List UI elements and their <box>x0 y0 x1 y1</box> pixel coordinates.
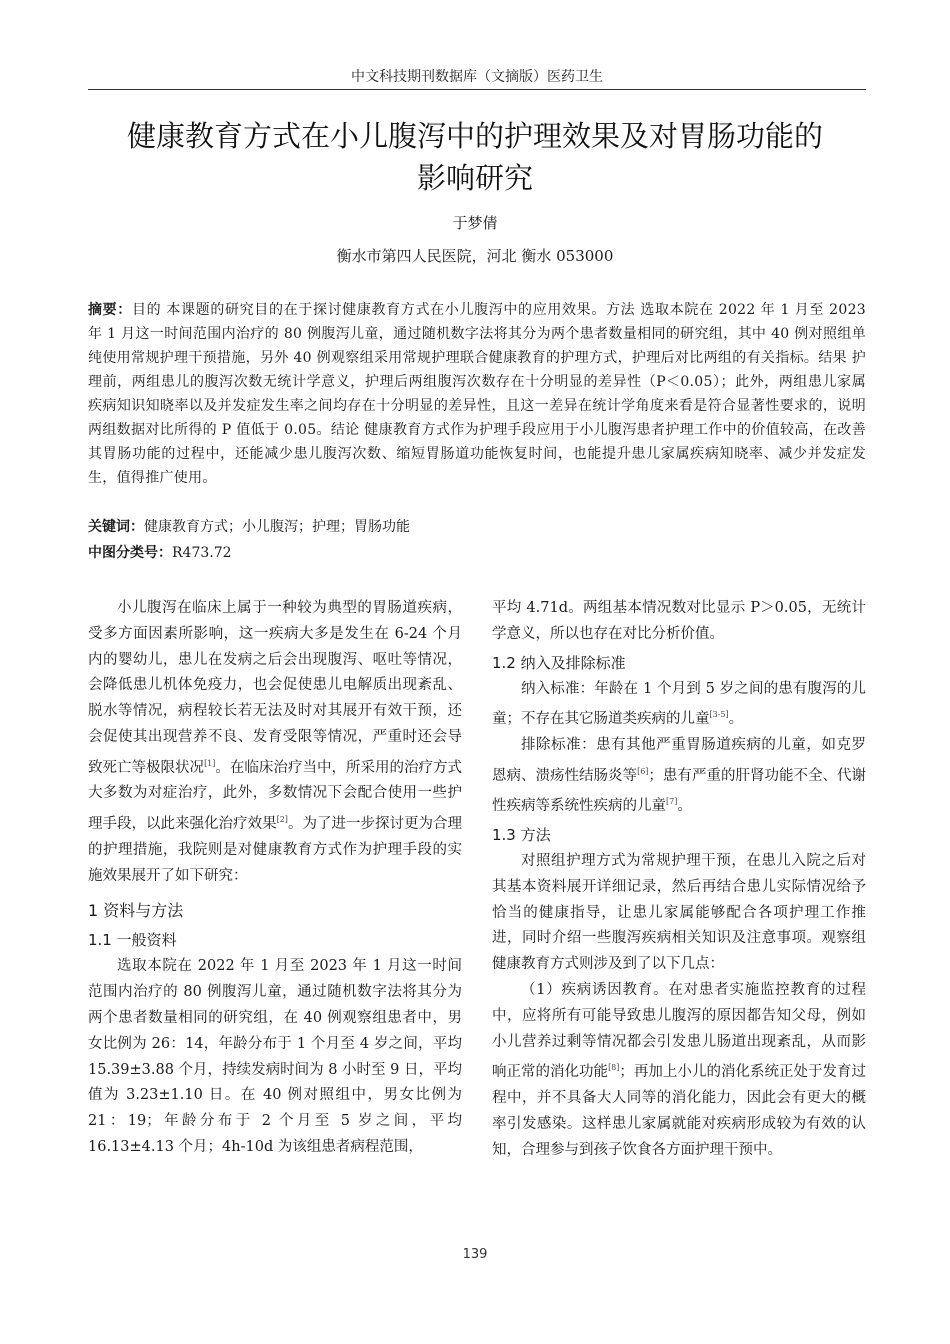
classification-text: R473.72 <box>172 545 232 561</box>
abstract-text: 目的 本课题的研究目的在于探讨健康教育方式在小儿腹泻中的应用效果。方法 选取本院在 2022 年 1 月至 2023 年 1 月这一时间范围内治疗的 80 例腹泻儿童，通过随机数字法将其分为两个患者数量相同的研究组，其中 40 例对照组单纯使用常规护理干预措施，另外 40 例观察组采用常规护理联合健康教育的护理方式，护理后对比两组的有关指标。结果 护理前，两组患儿的腹泻次数无统计学意义，护理后两组腹泻次数存在十分明显的差异性（P＜0.05）；此外，两组患儿家属疾病知识知晓率以及并发症发生率之间均存在十分明显的差异性，且这一差异在统计学角度来看是符合显著性要求的，说明两组数据对比所得的 P 值低于 0.05。结论 健康教育方式作为护理手段应用于小儿腹泻患者护理工作中的价值较高，在改善其胃肠功能的过程中，还能减少患儿腹泻次数、缩短胃肠道功能恢复时间，也能提升患儿家属疾病知晓率、减少并发症发生，值得推广使用。 <box>88 302 866 486</box>
education-point-text: （1）疾病诱因教育。在对患者实施监控教育的过程中，应将所有可能导致患儿腹泻的原因都告知父母，例如小儿营养过剩等情况都会引发患儿肠道出现紊乱，从而影响正常的消化功能 <box>492 982 866 1081</box>
subsection-heading: 1.3 方法 <box>492 826 551 845</box>
keywords-text: 健康教育方式；小儿腹泻；护理；胃肠功能 <box>144 519 410 535</box>
classification <box>88 542 866 562</box>
exclusion-text: 排除标准：患有其他严重胃肠道疾病的儿童，如克罗恩病、溃疡性结肠炎等 <box>492 737 866 784</box>
left-column <box>88 596 462 1161</box>
affiliation: 衡水市第四人民医院，河北 衡水 053000 <box>336 247 614 265</box>
right-column <box>492 596 866 1163</box>
paper-title <box>60 115 890 199</box>
exclusion-text-2: ；患有严重的肝肾功能不全、代谢性疾病等系统性疾病的儿童 <box>492 767 867 815</box>
citation: [7] <box>666 797 678 807</box>
citation: [1] <box>204 758 216 768</box>
continued-paragraph: 平均 4.71d。两组基本情况数对比显示 P＞0.05，无统计学意义，所以也存在对比分析价值。 <box>492 600 866 642</box>
abstract <box>88 298 866 490</box>
intro-text-3: 。为了进一步探讨更为合理的护理措施，我院则是对健康教育方式作为护理手段的实施效果展开了如下研究： <box>88 816 463 884</box>
keywords <box>88 516 866 536</box>
intro-text: 小儿腹泻在临床上属于一种较为典型的胃肠道疾病，受多方面因素所影响，这一疾病大多是发生在 6-24 个月内的婴幼儿，患儿在发病之后会出现腹泻、呕吐等情况，会降低患儿机体免疫力，也会促使患儿电解质出现紊乱、脱水等情况，病程较长若无法及时对其展开有效干预，还会促使其出现营养不良、发育受限等情况，严重时还会导致死亡等极限状况 <box>88 600 462 776</box>
citation: [3-5] <box>709 710 729 720</box>
citation: [2] <box>276 815 288 825</box>
section-heading: 1 资料与方法 <box>88 901 184 921</box>
classification-label: 中图分类号： <box>88 545 172 561</box>
citation: [8] <box>608 1063 620 1073</box>
title-line-2: 影响研究 <box>416 161 533 195</box>
inclusion-text: 纳入标准：年龄在 1 个月到 5 岁之间的患有腹泻的儿童；不存在其它肠道类疾病的儿童 <box>492 680 866 728</box>
author: 于梦倩 <box>452 214 498 232</box>
education-point-1 <box>492 978 866 1163</box>
abstract-label: 摘要： <box>88 302 132 318</box>
methods-paragraph: 对照组护理方式为常规护理干预，在患儿入院之后对其基本资料展开详细记录，然后再结合患儿实际情况给予恰当的健康指导，让患儿家属能够配合各项护理工作推进，同时介绍一些腹泻疾病相关知识及注意事项。观察组健康教育方式则涉及到了以下几点： <box>492 853 866 973</box>
header-rule <box>88 89 866 90</box>
education-point-text-2: ；再加上小儿的消化系统正处于发育过程中，并不具备大人同等的消化能力，因此会有更大的概率引发感染。这样患儿家属就能对疾病形成较为有效的认知，合理参与到孩子饮食各方面护理干预中。 <box>492 1064 867 1158</box>
intro-text-2: 。在临床治疗当中，所采用的治疗方式大多数为对症治疗，此外，多数情况下会配合使用一些护理手段，以此来强化治疗效果 <box>88 759 463 833</box>
inclusion-criteria: 纳入标准：年龄在 1 个月到 5 岁之间的患有腹泻的儿童；不存在其它肠道类疾病的儿童[3-5]。 <box>492 680 866 728</box>
subsection-heading: 1.1 一般资料 <box>88 931 177 950</box>
citation: [6] <box>637 766 649 776</box>
keywords-label: 关键词： <box>88 519 144 535</box>
exclusion-criteria: 排除标准：患有其他严重胃肠道疾病的儿童，如克罗恩病、溃疡性结肠炎等[6]；患有严重的肝肾功能不全、代谢性疾病等系统性疾病的儿童[7]。 <box>492 737 867 815</box>
intro-paragraph <box>88 596 462 889</box>
page-number: 139 <box>462 1247 488 1262</box>
journal-header: 中文科技期刊数据库（文摘版）医药卫生 <box>351 69 603 85</box>
general-data-paragraph: 选取本院在 2022 年 1 月至 2023 年 1 月这一时间范围内治疗的 80 例腹泻儿童，通过随机数字法将其分为两个患者数量相同的研究组，在 40 例观察组患者中，男女比例为 26：14，年龄分布于 1 个月至 4 岁之间，平均 15.39±3.88 个月，持续发病时间为 8 小时至 9 日，平均值为 3.23±1.10 日。在 40 例对照组中，男女比例为 21：19；年龄分布于 2 个月至 5 岁之间，平均 16.13±4.13 个月；4h-10d 为该组患者病程范围， <box>88 958 462 1155</box>
subsection-heading: 1.2 纳入及排除标准 <box>492 653 626 672</box>
title-line-1: 健康教育方式在小儿腹泻中的护理效果及对胃肠功能的 <box>126 119 823 153</box>
